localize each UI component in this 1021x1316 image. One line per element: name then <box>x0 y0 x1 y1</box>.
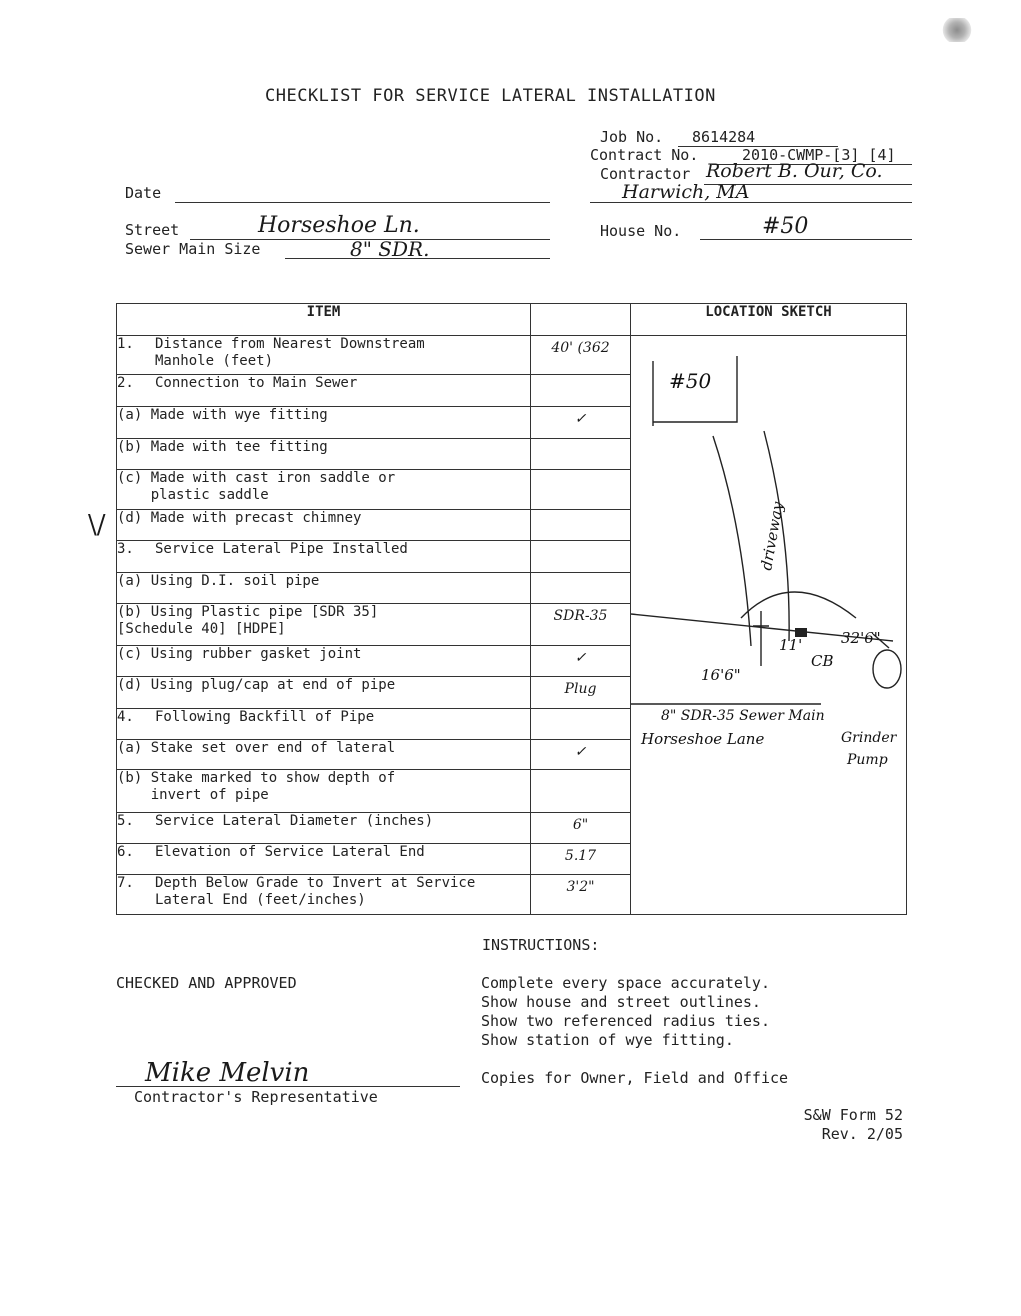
house-value: #50 <box>762 214 809 239</box>
instructions-heading: INSTRUCTIONS: <box>482 936 600 954</box>
answer-cell: SDR-35 <box>531 604 631 646</box>
item-number: 5. <box>117 813 134 829</box>
sketch-pump-label-1: Grinder <box>841 730 897 746</box>
contract-value: 2010-CWMP-[3] [4] <box>742 146 896 164</box>
answer-cell: Plug <box>531 677 631 709</box>
answer-cell: 3'2" <box>531 875 631 915</box>
sketch-drawing <box>631 336 907 914</box>
item-text: (a) Using D.I. soil pipe <box>117 573 320 589</box>
item-text: (c) Using rubber gasket joint <box>117 646 362 662</box>
checklist-table <box>116 303 907 915</box>
item-text-continued: Manhole (feet) <box>155 353 274 369</box>
answer-cell <box>531 470 631 510</box>
answer-cell <box>531 439 631 470</box>
form-number: S&W Form 52 <box>803 1106 903 1124</box>
item-header: ITEM <box>117 304 531 336</box>
item-number: 1. <box>117 336 134 352</box>
answer-cell: ✓ <box>531 740 631 770</box>
item-number: 6. <box>117 844 134 860</box>
item-text-continued: invert of pipe <box>117 787 269 803</box>
item-text-continued: plastic saddle <box>117 487 269 503</box>
item-text: (b) Using Plastic pipe [SDR 35] <box>117 604 379 620</box>
sewer-main-label: Sewer Main Size <box>125 240 261 258</box>
house-label: House No. <box>600 222 682 240</box>
item-cell <box>117 375 531 407</box>
lateral-end-stake <box>753 611 769 666</box>
date-label: Date <box>125 184 162 202</box>
grinder-pump-symbol <box>873 650 901 688</box>
item-cell <box>117 407 531 439</box>
street-value: Horseshoe Ln. <box>258 213 420 238</box>
answer-cell <box>531 709 631 740</box>
sketch-main-label: 8" SDR-35 Sewer Main <box>661 708 825 724</box>
sketch-driveway-label: driveway <box>757 500 787 572</box>
answer-cell: 5.17 <box>531 844 631 875</box>
sketch-dim-a: 32'6" <box>841 629 881 647</box>
instruction-line: Show station of wye fitting. <box>481 1031 734 1049</box>
contractor-town: Harwich, MA <box>622 181 750 203</box>
item-text: Distance from Nearest Downstream <box>155 336 425 352</box>
item-text: Depth Below Grade to Invert at Service <box>155 875 476 891</box>
item-cell <box>117 844 531 875</box>
instruction-line: Show two referenced radius ties. <box>481 1012 770 1030</box>
tie-arc <box>741 592 856 618</box>
item-cell <box>117 740 531 770</box>
contractor-label: Contractor <box>600 165 691 183</box>
answer-cell <box>531 541 631 573</box>
copies-note: Copies for Owner, Field and Office <box>481 1069 789 1087</box>
instruction-line: Show house and street outlines. <box>481 993 761 1011</box>
form-title: CHECKLIST FOR SERVICE LATERAL INSTALLATION <box>265 86 716 106</box>
item-text: Elevation of Service Lateral End <box>155 844 425 860</box>
signature: Mike Melvin <box>145 1058 310 1088</box>
item-text: (a) Stake set over end of lateral <box>117 740 396 756</box>
item-text: (a) Made with wye fitting <box>117 407 328 423</box>
item-cell <box>117 770 531 813</box>
form-revision: Rev. 2/05 <box>821 1125 903 1143</box>
item-text-continued: Lateral End (feet/inches) <box>155 892 366 908</box>
street-label: Street <box>125 221 180 239</box>
item-cell <box>117 510 531 541</box>
item-cell <box>117 439 531 470</box>
sewer-main-value: 8" SDR. <box>350 237 430 261</box>
contractor-value: Robert B. Our, Co. <box>706 160 883 182</box>
item-number: 7. <box>117 875 134 891</box>
item-cell <box>117 470 531 510</box>
answer-cell <box>531 510 631 541</box>
item-cell <box>117 604 531 646</box>
item-cell <box>117 677 531 709</box>
item-cell <box>117 709 531 740</box>
answer-cell: ✓ <box>531 646 631 677</box>
sketch-header: LOCATION SKETCH <box>631 304 907 336</box>
sketch-house-label: #50 <box>669 369 712 393</box>
item-number: 3. <box>117 541 134 557</box>
answer-cell <box>531 573 631 604</box>
item-text: Service Lateral Diameter (inches) <box>155 813 434 829</box>
job-label: Job No. <box>600 128 664 146</box>
item-text: Service Lateral Pipe Installed <box>155 541 408 557</box>
sketch-street-label: Horseshoe Lane <box>641 730 765 748</box>
item-number: 2. <box>117 375 134 391</box>
sketch-dim-c: 16'6" <box>701 666 741 684</box>
item-text: (d) Using plug/cap at end of pipe <box>117 677 396 693</box>
item-text-continued: [Schedule 40] [HDPE] <box>117 621 286 637</box>
instruction-line: Complete every space accurately. <box>481 974 770 992</box>
contract-label: Contract No. <box>590 146 699 164</box>
job-value: 8614284 <box>692 128 756 146</box>
answer-cell: 6" <box>531 813 631 844</box>
scan-stamp-mark <box>941 18 973 42</box>
item-cell <box>117 573 531 604</box>
item-cell <box>117 646 531 677</box>
sketch-cb-label: CB <box>811 652 834 670</box>
answer-cell: 40' (362 <box>531 336 631 375</box>
item-text: (d) Made with precast chimney <box>117 510 362 526</box>
item-text: Following Backfill of Pipe <box>155 709 375 725</box>
item-text: (c) Made with cast iron saddle or <box>117 470 396 486</box>
rep-label: Contractor's Representative <box>134 1088 378 1106</box>
item-cell <box>117 336 531 375</box>
item-text: (b) Made with tee fitting <box>117 439 328 455</box>
item-cell <box>117 875 531 915</box>
sketch-pump-label-2: Pump <box>847 752 888 768</box>
margin-check-mark: \/ <box>88 510 106 540</box>
item-text: (b) Stake marked to show depth of <box>117 770 396 786</box>
item-number: 4. <box>117 709 134 725</box>
checked-label: CHECKED AND APPROVED <box>116 974 297 992</box>
answer-cell: ✓ <box>531 407 631 439</box>
location-sketch <box>631 336 907 915</box>
answer-cell <box>531 770 631 813</box>
item-cell <box>117 813 531 844</box>
item-text: Connection to Main Sewer <box>155 375 358 391</box>
sketch-dim-b: 11' <box>779 636 803 654</box>
answer-cell <box>531 375 631 407</box>
item-cell <box>117 541 531 573</box>
table-row <box>117 336 907 375</box>
